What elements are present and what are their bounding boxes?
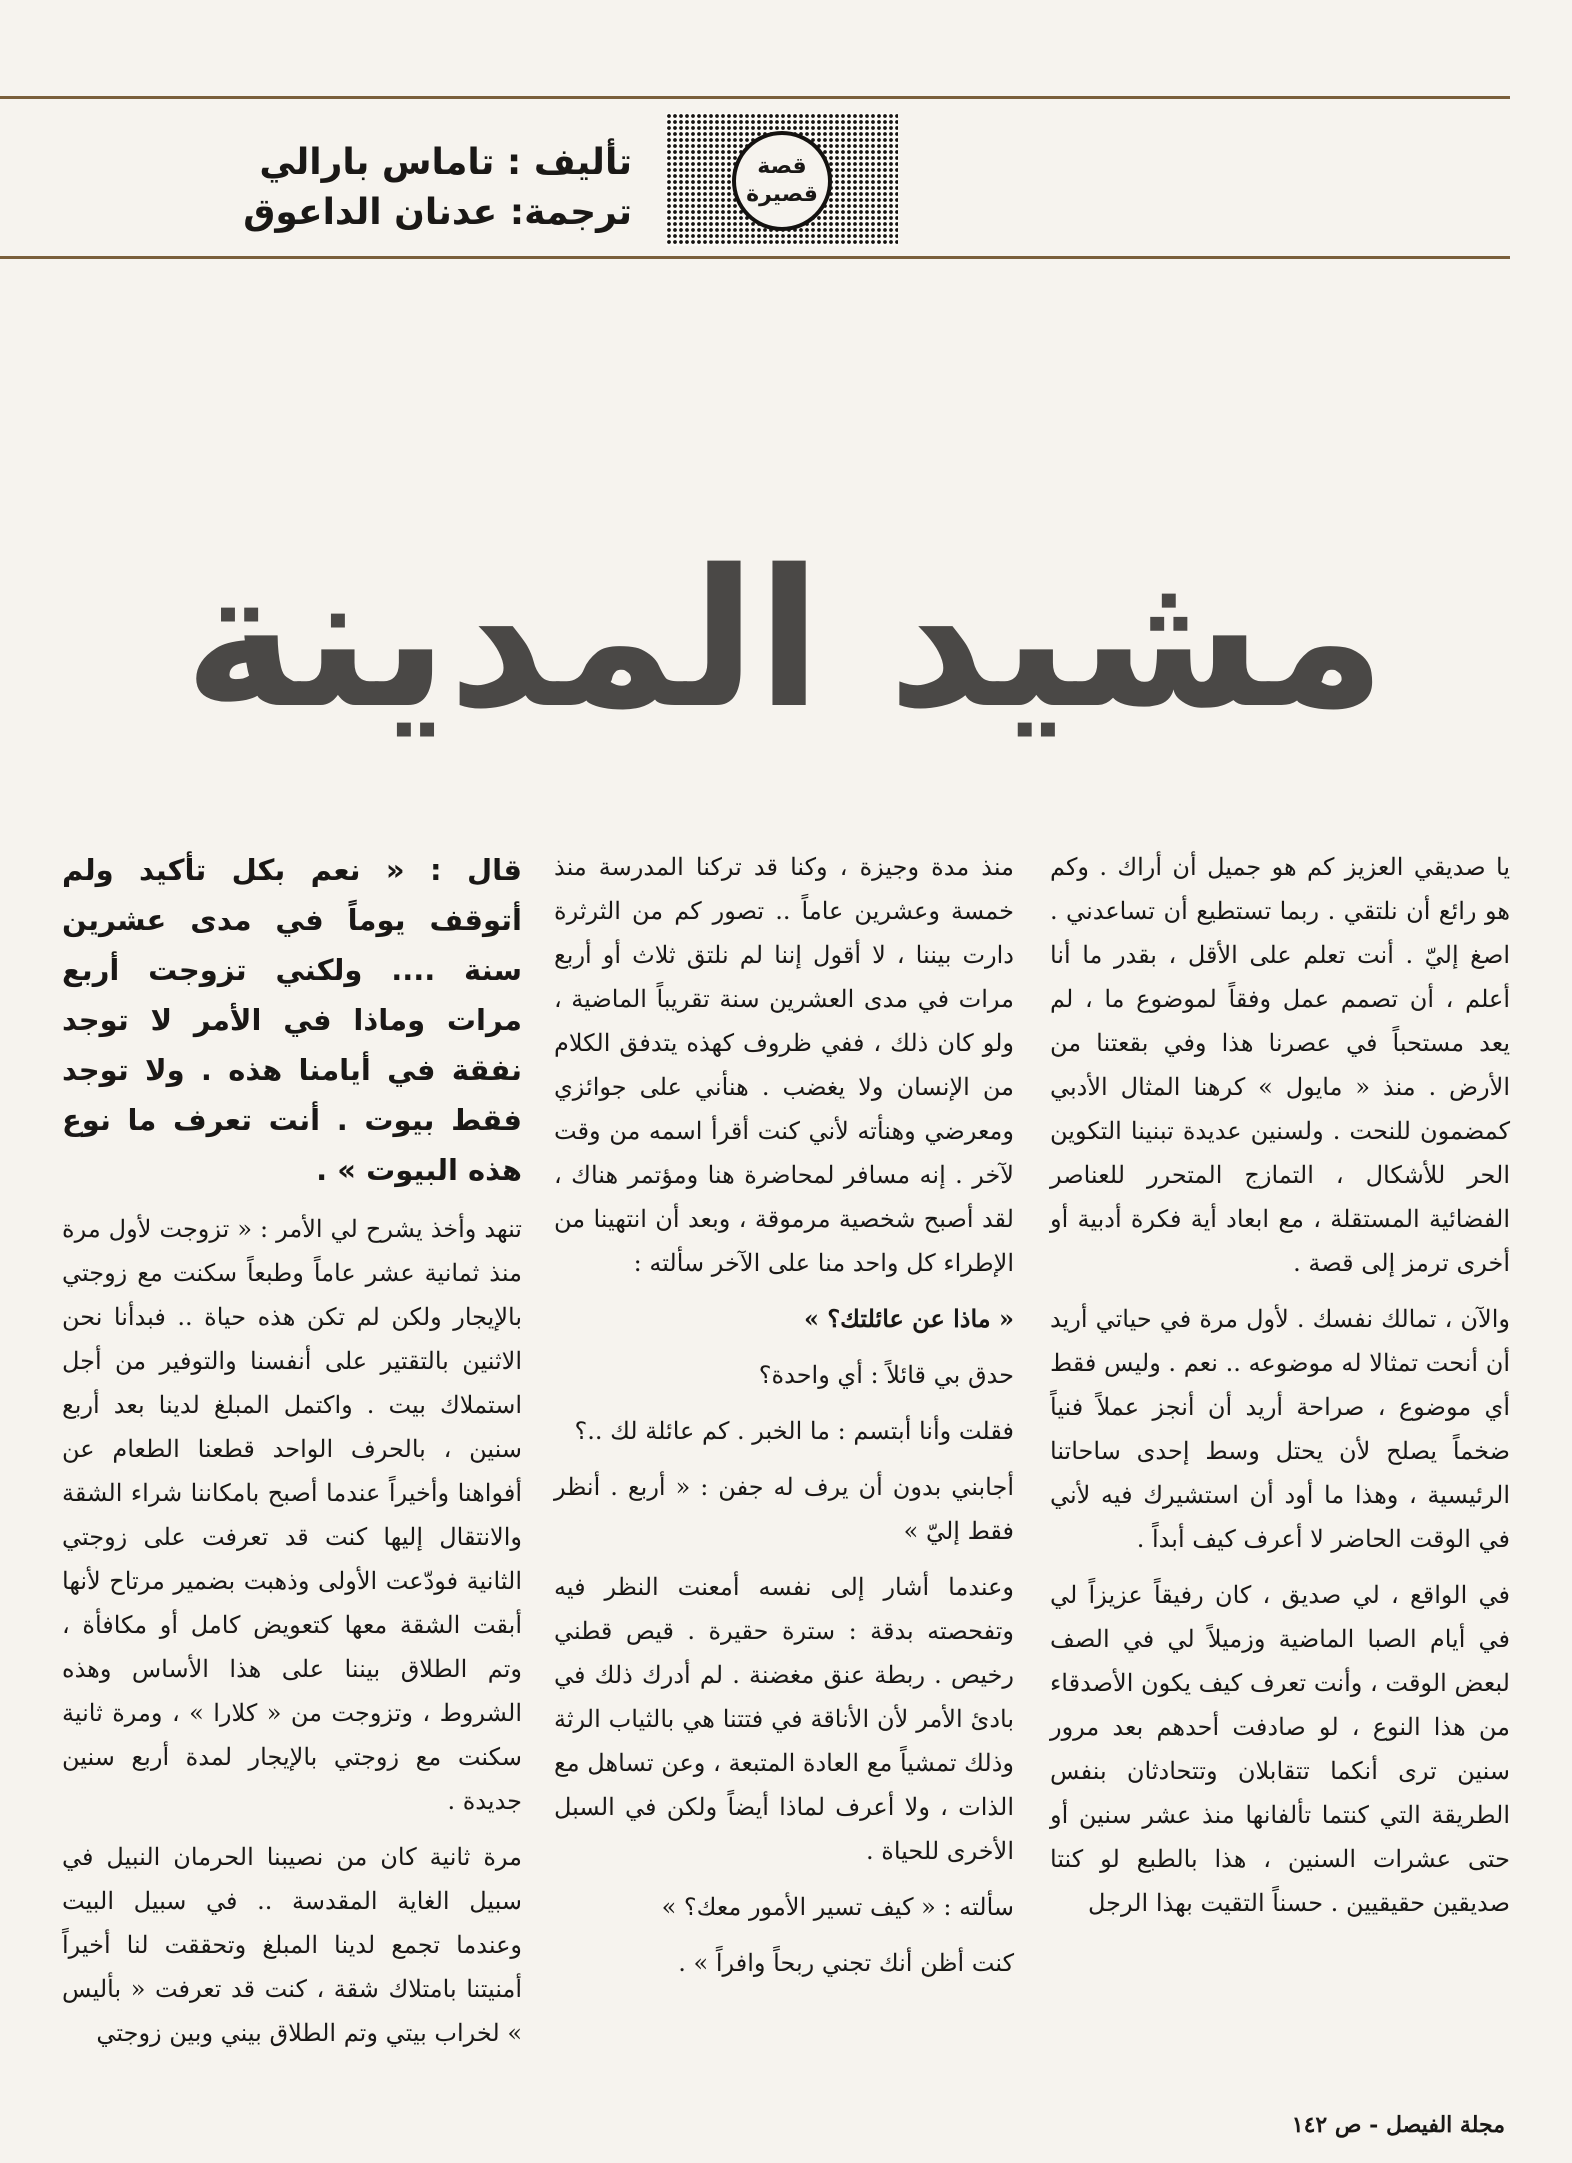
bottom-rule [0,256,1510,259]
badge-line-2: قصيرة [746,182,818,207]
paragraph: قال : « نعم بكل تأكيد ولم أتوقف يوماً في مدى عشرين سنة .... ولكني تزوجت أربع مرات وماذا في الأمر لا توجد نفقة في أيامنا هذه . ولا توجد فقط بيوت . أنت تعرف ما نوع هذه البيوت » . [62,853,522,1187]
text-column-middle [554,845,1014,1997]
paragraph: في الواقع ، لي صديق ، كان رفيقاً عزيزاً لي في أيام الصبا الماضية وزميلاً لي في الصف لبعض الوقت ، وأنت تعرف كيف يكون الأصدقاء من هذا النوع ، لو صادفت أحدهم بعد مرور سنين ترى أنكما تتقابلان وتتحادثان بنفس الطريقة التي كنتما تألفانها منذ عشر سنين أو حتى عشرات السنين ، هذا بالطبع لو كنتا صديقين حقيقيين . حسناً التقيت بهذا الرجل [1050,1581,1510,1917]
text-column-right [1050,845,1510,1937]
short-story-badge [732,131,832,231]
translator-credit: ترجمة: عدنان الداعوق [243,192,632,233]
badge-line-1: قصة [757,154,807,179]
dialogue-line: سألته : « كيف تسير الأمور معك؟ » [661,1893,1014,1921]
page-footer: مجلة الفيصل - ص ١٤٢ [1291,2112,1505,2138]
dialogue-line: أجابني بدون أن يرف له جفن : « أربع . أنظر فقط إليّ » [554,1473,1014,1545]
dialogue-line: كنت أظن أنك تجني ربحاً وافراً » . [678,1949,1014,1977]
credits [112,138,632,238]
paragraph: مرة ثانية كان من نصيبنا الحرمان النبيل في سبيل الغاية المقدسة .. في سبيل البيت وعندما تجمع لدينا المبلغ وتحققت لنا أخيراً أمنيتنا بامتلاك شقة ، كنت قد تعرفت « بأليس » لخراب بيتي وتم الطلاق بيني وبين زوجتي [62,1843,522,2047]
dialogue-line: فقلت وأنا أبتسم : ما الخبر . كم عائلة لك ..؟ [574,1417,1014,1445]
paragraph: منذ مدة وجيزة ، وكنا قد تركنا المدرسة منذ خمسة وعشرين عاماً .. تصور كم من الثرثرة دارت بيننا ، لا أقول إننا لم نلتق ثلاث أو أربع مرات في مدى العشرين سنة تقريباً الماضية ، ولو كان ذلك ، ففي ظروف كهذه يتدفق الكلام من الإنسان ولا يغضب . هنأني على جوائزي ومعرضي وهنأته لأني كنت أقرأ اسمه من وقت لآخر . إنه مسافر لمحاضرة هنا ومؤتمر هناك ، لقد أصبح شخصية مرموقة ، وبعد أن انتهينا من الإطراء كل واحد منا على الآخر سألته : [554,853,1014,1277]
paragraph: يا صديقي العزيز كم هو جميل أن أراك . وكم هو رائع أن نلتقي . ربما تستطيع أن تساعدني . اصغ إليّ . أنت تعلم على الأقل ، بقدر ما أنا أعلم ، أن تصمم عمل وفقاً لموضوع ما ، لم يعد مستحباً في عصرنا هذا وفي بقعتنا من الأرض . منذ « مايول » كرهنا المثال الأدبي كمضمون للنحت . ولسنين عديدة تبنينا التكوين الحر للأشكال ، التمازج المتحرر للعناصر الفضائية المستقلة ، مع ابعاد أية فكرة أدبية أو أخرى ترمز إلى قصة . [1050,853,1510,1277]
dialogue-line: حدق بي قائلاً : أي واحدة؟ [758,1361,1014,1389]
paragraph: وعندما أشار إلى نفسه أمعنت النظر فيه وتفحصته بدقة : سترة حقيرة . قيص قطني رخيص . ربطة عنق مغضنة . لم أدرك ذلك في بادئ الأمر لأن الأناقة في فتتنا هي بالثياب الرثة وذلك تمشياً مع العادة المتبعة ، وعن تساهل مع الذات ، ولا أعرف لماذا أيضاً ولكن في السبل الأخرى للحياة . [554,1573,1014,1865]
author-credit: تأليف : تاماس بارالي [259,142,632,183]
dialogue-line: « ماذا عن عائلتك؟ » [804,1304,1014,1333]
story-title: مشيد المدينة [183,529,1387,750]
top-rule [0,96,1510,99]
paragraph: والآن ، تمالك نفسك . لأول مرة في حياتي أريد أن أنحت تمثالا له موضوعه .. نعم . وليس فقط أي موضوع ، صراحة أريد أن أنجز عملاً فنياً ضخماً يصلح لأن يحتل وسط إحدى ساحاتنا الرئيسية ، وهذا ما أود أن استشيرك فيه لأني في الوقت الحاضر لا أعرف كيف أبداً . [1050,1305,1510,1553]
paragraph: تنهد وأخذ يشرح لي الأمر : « تزوجت لأول مرة منذ ثمانية عشر عاماً وطبعاً سكنت مع زوجتي بالإيجار ولكن لم تكن هذه حياة .. فبدأنا نحن الاثنين بالتقتير على أنفسنا والتوفير من أجل استملاك بيت . واكتمل المبلغ لدينا بعد أربع سنين ، بالحرف الواحد قطعنا الطعام عن أفواهنا وأخيراً عندما أصبح بامكاننا شراء الشقة والانتقال إليها كنت قد تعرفت على زوجتي الثانية فودّعت الأولى وذهبت بضمير مرتاح لأنها أبقت الشقة معها كتعويض كامل أو مكافأة ، وتم الطلاق بيننا على هذا الأساس وهذه الشروط ، وتزوجت من « كلارا » ، ومرة ثانية سكنت مع زوجتي بالإيجار لمدة أربع سنين جديدة . [62,1215,522,1815]
text-column-left [62,845,522,2067]
